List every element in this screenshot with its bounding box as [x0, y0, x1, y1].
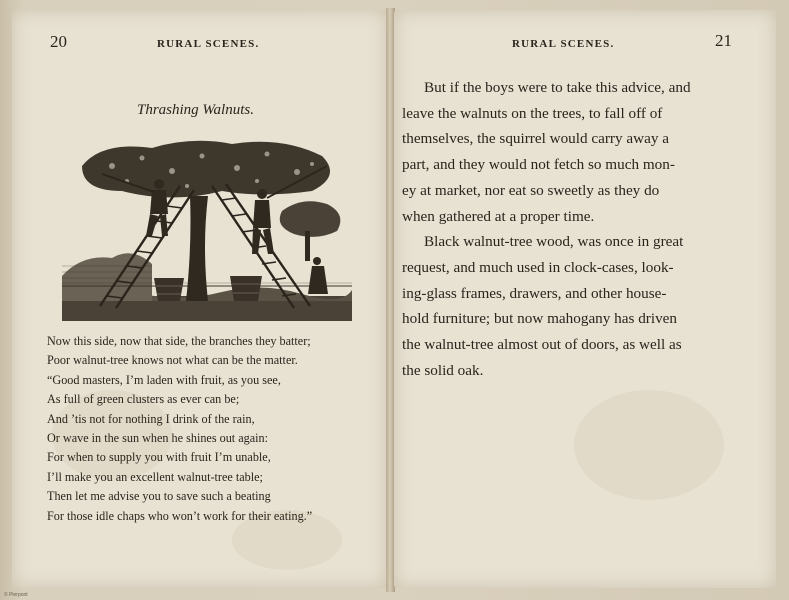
verse-line: Then let me advise you to save such a beating	[47, 489, 271, 504]
verse-poem	[47, 332, 377, 526]
verse-line: Or wave in the sun when he shines out again:	[47, 431, 269, 446]
verse-line: “Good masters, I’m laden with fruit, as you see,	[47, 372, 281, 387]
prose-line: leave the walnuts on the trees, to fall off of	[402, 104, 663, 122]
prose-line: when gathered at a proper time.	[402, 207, 595, 225]
right-page-number: 21	[715, 31, 732, 50]
prose-line: ey at market, nor eat so sweetly as they do	[402, 181, 660, 199]
corner-credit: © Pierpont	[4, 592, 28, 598]
verse-line: Now this side, now that side, the branches they batter;	[47, 334, 311, 348]
right-running-head: RURAL SCENES.	[512, 38, 615, 50]
prose-line: part, and they would not fetch so much mon-	[402, 156, 675, 174]
verse-line: For when to supply you with fruit I’m unable,	[47, 450, 271, 465]
prose-line: request, and much used in clock-cases, look-	[402, 258, 674, 276]
left-page	[12, 10, 387, 588]
prose-line: themselves, the squirrel would carry away a	[402, 130, 669, 148]
paper-stain	[574, 390, 724, 500]
prose-line: ing-glass frames, drawers, and other house-	[402, 284, 667, 302]
prose-line: hold furniture; but now mahogany has driven	[402, 310, 678, 328]
verse-line: As full of green clusters as ever can be;	[47, 392, 240, 407]
illustration-caption: Thrashing Walnuts.	[137, 102, 254, 118]
left-running-head: RURAL SCENES.	[157, 38, 260, 50]
verse-line: Poor walnut-tree knows not what can be the matter.	[47, 353, 298, 368]
prose-line: Black walnut-tree wood, was once in great	[424, 233, 684, 251]
prose-line: the solid oak.	[402, 361, 484, 379]
left-page-number: 20	[50, 32, 67, 51]
verse-line: I’ll make you an excellent walnut-tree table;	[47, 469, 263, 484]
verse-line: And ’tis not for nothing I drink of the rain,	[47, 411, 255, 426]
woodcut-walnut-tree-ladders-icon	[62, 136, 352, 326]
prose-line: the walnut-tree almost out of doors, as well as	[402, 336, 682, 354]
verse-line: For those idle chaps who won’t work for their eating.”	[47, 508, 313, 523]
right-page	[394, 10, 776, 588]
prose-text	[402, 75, 738, 383]
prose-line: But if the boys were to take this advice, and	[424, 79, 691, 96]
